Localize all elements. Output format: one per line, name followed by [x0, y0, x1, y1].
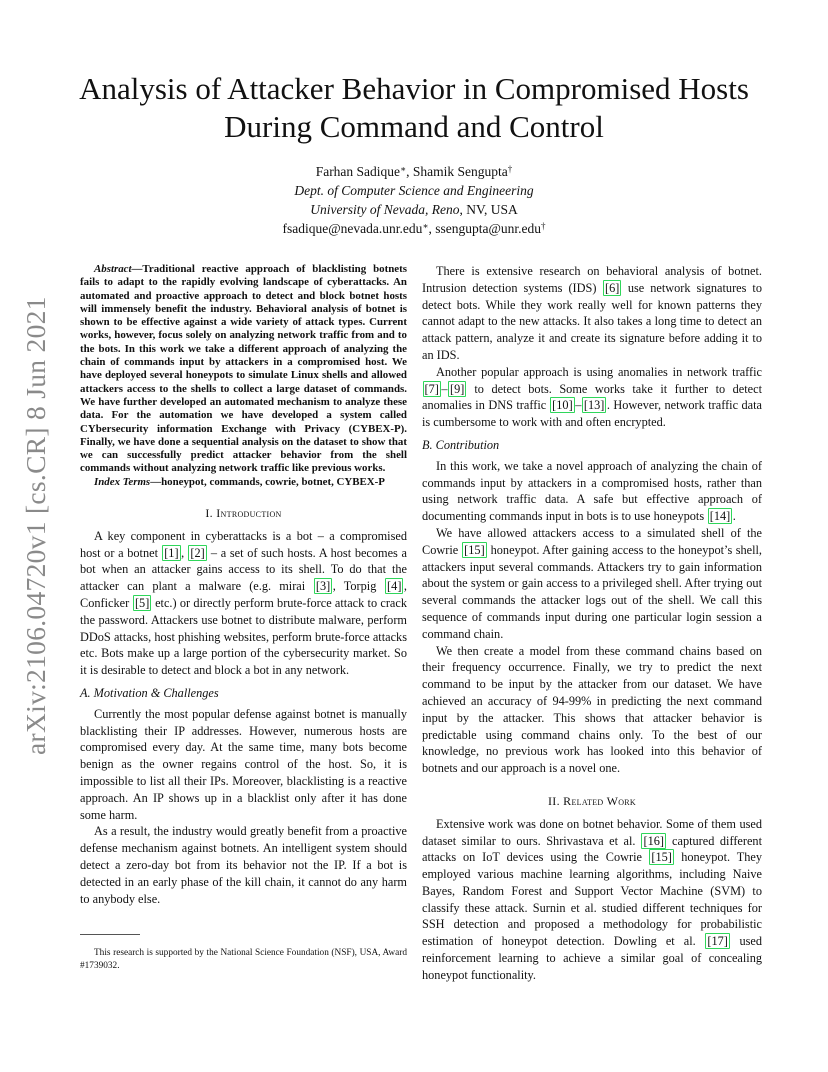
- index-terms-label: Index Terms: [94, 475, 151, 488]
- citation-link[interactable]: [17]: [707, 934, 728, 949]
- citation-link[interactable]: [3]: [315, 579, 331, 594]
- section-heading-related-work: II. Related Work: [547, 793, 636, 808]
- citation-link[interactable]: [6]: [604, 280, 620, 295]
- left-column: [80, 263, 407, 907]
- subsection-heading-contribution: B. Contribution: [422, 437, 500, 452]
- footnote-rule: [80, 934, 140, 935]
- author-block: Farhan Sadique∗, Shamik Sengupta† Dept. of Computer Science and Engineering University of Nevada, Reno, NV, USA fsadique@nevada.unr.edu∗, ssengupta@unr.edu†: [60, 162, 768, 238]
- citation-link[interactable]: [15]: [651, 850, 672, 865]
- paragraph: We have allowed attackers access to a simulated shell of the Cowrie [15] honeypot. After gaining access to the honeypot’s shell, attackers input several commands. Attackers try to gain information about the system or gain access to a privileged shell. After trying out several commands the attacker logs out of the shell. We call this sequence of commands input during one particular login session a command chain.: [422, 525, 762, 641]
- author-mark: ∗: [400, 164, 407, 174]
- paragraph: Extensive work was done on botnet behavior. Some of them used dataset similar to ours. Shrivastava et al. [16] captured different attacks on IoT devices using the Cowrie [15] honeypot. They employed various machine learning algorithms, including Naive Bayes, Random Forest and Support Vector Machine (SVM) to classify these attack. Surnin et al. studied different techniques for SSH detection and proposed a methodology for probabilistic estimation of honeypot detection. Dowling et al. [17] used reinforcement learning to achieve a similar goal of concealing honeypot functionality.: [422, 816, 763, 982]
- paper-title: Analysis of Attacker Behavior in Compromised Hosts During Command and Control: [79, 71, 749, 144]
- footnote: This research is supported by the National Science Foundation (NSF), USA, Award #1739032.: [80, 948, 407, 971]
- right-column: [422, 263, 762, 984]
- citation-link[interactable]: [14]: [709, 509, 731, 524]
- citation-link[interactable]: [9]: [450, 381, 465, 396]
- citation-link[interactable]: [15]: [464, 542, 485, 557]
- section-heading-introduction: I. Introduction: [205, 506, 282, 521]
- citation-link[interactable]: [5]: [134, 596, 150, 611]
- index-terms: Index Terms—honeypot, commands, cowrie, botnet, CYBEX-P: [94, 475, 385, 488]
- citation-link[interactable]: [7]: [424, 381, 439, 396]
- paragraph: There is extensive research on behavioral analysis of botnet. Intrusion detection systems (IDS) [6] use network signatures to detect bots. While they work really well for known patterns they cannot adapt to the new attacks. It also takes a long time to detect an attack pattern, analyze it and create its signature before adding it to an IDS.: [422, 264, 762, 362]
- citation-link[interactable]: [2]: [190, 545, 205, 560]
- author-email: fsadique@nevada.unr.edu: [282, 221, 423, 236]
- citation-link[interactable]: [16]: [643, 833, 664, 848]
- affiliation-dept: Dept. of Computer Science and Engineering: [294, 183, 534, 198]
- citation-link[interactable]: [10]: [552, 398, 573, 413]
- abstract-label: Abstract: [94, 263, 132, 275]
- author-mark: †: [507, 164, 513, 174]
- affiliation-univ: University of Nevada, Reno: [310, 202, 460, 217]
- paragraph: In this work, we take a novel approach of analyzing the chain of commands input by attackers in a compromised hosts, rather than using network traffic data. A safe but effective approach of documenting commands input in bots is to use honeypots [14] .: [422, 458, 762, 524]
- citation-link[interactable]: [4]: [387, 579, 402, 594]
- author-name: Shamik Sengupta: [412, 164, 508, 179]
- paragraph: We then create a model from these command chains based on their frequency occurrence. Finally, we try to predict the next command to be input by the attacker from our dataset. We have achieved an accuracy of 94-99% in predicting the next command input by the attacker. This shows that attacker behavior is predictable using command chains only. To the best of our knowledge, no previous work has looked into this behavior of botnets and our approach is a novel one.: [422, 643, 762, 776]
- citation-link[interactable]: [1]: [164, 545, 179, 560]
- paragraph: A key component in cyberattacks is a bot – a compromised host or a botnet [1] , [2] – a set of such hosts. A host becomes a bot when an attacker gains access to its shell. To do that the attacker can plant a malware (e.g. mirai [3] , Torpig [4] , Conficker [5] etc.) or directly perform brute-force attack to crack the password. Attackers use botnet to distribute malware, perform DDoS attacks, host phishing websites, perform brute-force attacks etc. Bots make up a large portion of the cybersecurity market. So it is desirable to detect and block a bot in any network.: [80, 528, 407, 678]
- subsection-heading-motivation: A. Motivation & Challenges: [80, 686, 219, 701]
- author-name: Farhan Sadique: [315, 164, 401, 179]
- arxiv-stamp: arXiv:2106.04720v1 [cs.CR] 8 Jun 2021: [20, 296, 51, 755]
- paragraph: Another popular approach is using anomalies in network traffic [7] – [9] to detect bots. Some works take it further to detect anomalies in DNS traffic [10] – [13] . However, network traffic data is cumbersome to work with and often encrypted.: [422, 364, 762, 430]
- author-email: ssengupta@unr.edu: [435, 221, 542, 236]
- paragraph: As a result, the industry would greatly benefit from a proactive defense mechanism against botnets. An intelligent system should detect a zero-day bot from its behavior not the IP. If a bot is detected in an early phase of the kill chain, it cannot do any harm to anybody else.: [80, 824, 407, 906]
- paragraph: Currently the most popular defense against botnet is manually blacklisting their IP addresses. However, numerous hosts are compromised every day. At the same time, many bots become benign as the owner regains control of the host. So, it is impossible to list all their IPs. Moreover, blacklisting is a reactive approach. An IP shows up in a blacklist only after it has done some harm.: [80, 706, 407, 822]
- affiliation-location: , NV, USA: [459, 202, 518, 217]
- abstract: Abstract—Traditional reactive approach of blacklisting botnets fails to adapt to the rapidly evolving landscape of cyberattacks. An automated and proactive approach to detect and block botnet hosts will immensely benefit the industry. Behavioral analysis of botnet is shown to be effective against a wide variety of attack types. Current works, however, focus solely on analyzing network traffic from and to the bots. In this work we take a different approach of analyzing the chain of commands input by attackers in a compromised host. We have deployed several honeypots to simulate Linux shells and allowed attackers access to the shells to collect a large dataset of commands. We have further developed an automated mechanism to analyze these data. For the automation we have developed a system called CYbersecurity information Exchange with Privacy (CYBEX-P). Finally, we have done a sequential analysis on the dataset to show that we can successfully predict attacker behavior from the shell commands without analyzing network traffic like previous works.: [80, 263, 407, 475]
- citation-link[interactable]: [13]: [583, 398, 605, 413]
